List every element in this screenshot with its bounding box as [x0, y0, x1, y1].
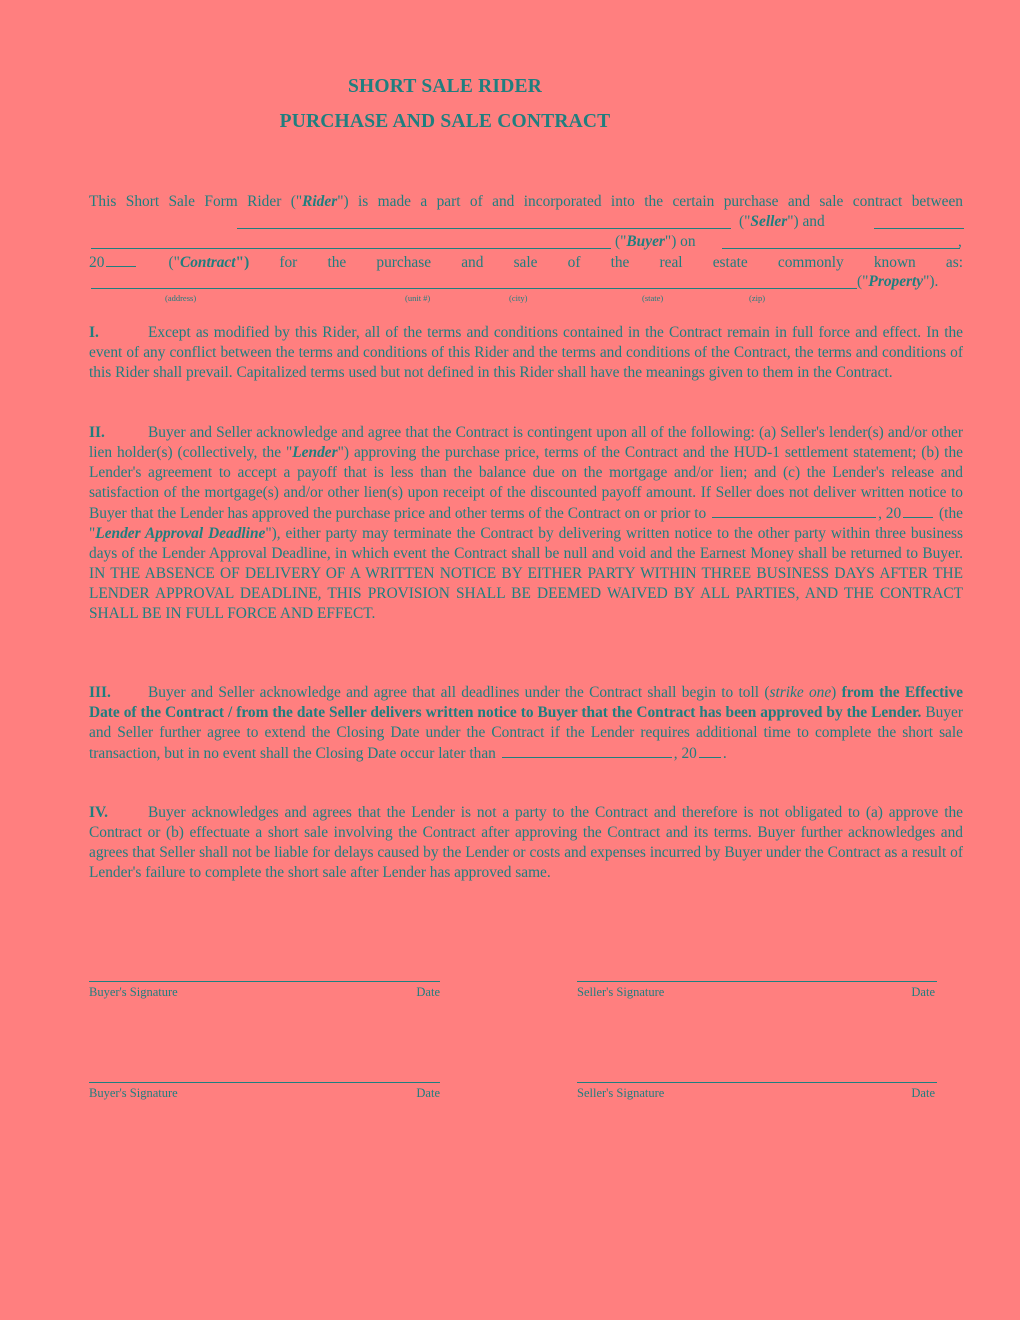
seller-term-close: ") and — [787, 213, 825, 230]
buyer-date-label-1: Date — [416, 985, 440, 999]
section-3-text: ) — [831, 684, 837, 701]
section-3 — [89, 683, 963, 764]
document-title: SHORT SALE RIDER — [348, 76, 542, 97]
section-2-text: "), either party may terminate the Contract by delivering written notice to the other party within three business days of the Lender Approval Deadline, in which event the Contract shall be null and void and the Earnest Money shall be returned to Buyer. IN THE ABSENCE OF DELIVERY OF A WRITTEN NOTICE BY EITHER PARTY WITHIN THREE BUSINESS DAYS AFTER THE LENDER APPROVAL DEADLINE, THIS PROVISION SHALL BE DEEMED WAIVED BY ALL PARTIES, AND THE CONTRACT SHALL BE IN FULL FORCE AND EFFECT. — [89, 525, 964, 622]
intro-text: ") is made a part of and incorporated into the certain purchase and sale contract between — [337, 193, 963, 210]
seller-name-field[interactable] — [237, 214, 731, 229]
seller-term-open: (" — [739, 213, 751, 230]
section-2-text: ") approving the purchase price, terms of the Contract and the HUD-1 settlement statement; (b) the Lender's agreement to accept a payoff that is less than the balance due on the mortgage and/or lien; and (c) the Lender's release and satisfaction of the mortgage(s) and/or other lien(s) upon receipt of the discounted payoff amount. If Seller does not deliver written notice to Buyer that the Lender has approved the purchase price and other terms of the Contract on or prior to — [89, 444, 963, 522]
seller-signature-line-2[interactable] — [577, 1082, 937, 1083]
caption-city: (city) — [509, 293, 528, 303]
rider-term: Rider — [302, 193, 338, 210]
section-3-number: III. — [89, 684, 111, 701]
section-4-text: Buyer acknowledges and agrees that the Lender is not a party to the Contract and therefore is not obligated to (a) approve the Contract or (b) effectuate a short sale involving the Contract after approving the Contract and its terms. Buyer further acknowledges and agrees that Seller shall not be liable for delays caused by the Lender or costs and expenses incurred by Buyer under the Contract as a result of Lender's failure to complete the short sale after Lender has approved same. — [89, 804, 963, 881]
contract-term: Contract — [179, 254, 236, 271]
buyer-name-field[interactable] — [91, 234, 611, 249]
intro-line-4 — [89, 252, 963, 273]
buyer-name-field-start[interactable] — [874, 214, 964, 229]
intro-text: This Short Sale Form Rider (" — [89, 193, 303, 210]
intro-text: for the purchase and sale of the real estate commonly known as: — [279, 254, 963, 271]
property-address-field[interactable] — [91, 274, 857, 289]
section-2-year-prefix: 20 — [885, 505, 902, 522]
seller-date-label-1: Date — [911, 985, 935, 999]
section-1-number: I. — [89, 324, 99, 341]
seller-date-label-2: Date — [911, 1086, 935, 1100]
buyer-signature-line-2[interactable] — [89, 1082, 440, 1083]
seller-signature-label-2: Seller's Signature — [577, 1086, 665, 1100]
closing-year-field[interactable] — [699, 743, 721, 758]
caption-zip: (zip) — [749, 293, 766, 303]
section-1 — [89, 323, 963, 383]
closing-date-field[interactable] — [502, 743, 672, 758]
section-4-number: IV. — [89, 804, 108, 821]
section-2-number: II. — [89, 424, 105, 441]
contract-term-open: (" — [168, 254, 180, 271]
intro-line-1 — [89, 192, 963, 212]
buyer-term-close: ") on — [664, 233, 696, 250]
buyer-signature-label-2: Buyer's Signature — [89, 1086, 178, 1100]
property-term-line — [857, 272, 967, 292]
section-2-text: (the " — [89, 505, 963, 542]
section-2: II. Buyer and Seller acknowledge and agree that the Contract is contingent upon all of the following: (a) Seller's lender(s) and/or other lien holder(s) (collectively, the "Lender") approving the purchase price, terms of the Contract and the HUD-1 settlement statement; (b) the Lender's agreement to accept a payoff that is less than the balance due on the mortgage and/or lien; and (c) the Lender's release and satisfaction of the mortgage(s) and/or other lien(s) upon receipt of the discounted payoff amount. If Seller does not deliver written notice to Buyer that the Lender has approved the purchase price and other terms of the Contract on or prior to , 20 (the "Lender Approval Deadline"), either party may terminate the Contract by delivering written notice to the other party within three business days of the Lender Approval Deadline, in which event the Contract shall be null and void and the Earnest Money shall be returned to Buyer. IN THE ABSENCE OF DELIVERY OF A WRITTEN NOTICE BY EITHER PARTY WITHIN THREE BUSINESS DAYS AFTER THE LENDER APPROVAL DEADLINE, THIS PROVISION SHALL BE DEEMED WAIVED BY ALL PARTIES, AND THE CONTRACT SHALL BE IN FULL FORCE AND EFFECT. — [89, 424, 964, 622]
lender-deadline-date-field[interactable] — [712, 503, 876, 518]
section-4 — [89, 803, 963, 883]
property-term-close: "). — [923, 273, 939, 290]
section-2-text: Buyer and Seller acknowledge and agree that the Contract is contingent upon all of the following: (a) Seller's lender(s) and/or other lien holder(s) (collectively, the " — [89, 424, 963, 461]
contract-date-field[interactable] — [722, 234, 960, 249]
document-subtitle: PURCHASE AND SALE CONTRACT — [279, 111, 611, 132]
buyer-signature-label-1: Buyer's Signature — [89, 985, 178, 999]
buyer-term: Buyer — [626, 233, 665, 250]
property-term: Property — [868, 273, 924, 290]
lender-term: Lender — [292, 444, 338, 461]
section-3-year-prefix: , 20 — [673, 745, 697, 762]
seller-signature-label-1: Seller's Signature — [577, 985, 665, 999]
seller-signature-line-1[interactable] — [577, 981, 937, 982]
lender-approval-deadline-term: Lender Approval Deadline — [95, 525, 266, 542]
buyer-term-line — [615, 232, 725, 252]
section-3-text: . — [722, 745, 727, 762]
caption-address: (address) — [165, 293, 197, 303]
section-3-text: Buyer and Seller further agree to extend the Closing Date under the Contract if the Lender requires additional time to complete the short sale transaction, but in no event shall the Closing Date occur later than — [89, 704, 964, 762]
strike-one-note: strike one — [769, 684, 832, 701]
section-3-text: Buyer and Seller acknowledge and agree that all deadlines under the Contract shall begin to toll ( — [148, 684, 770, 701]
property-term-open: (" — [857, 273, 869, 290]
caption-state: (state) — [642, 293, 664, 303]
seller-term: Seller — [750, 213, 788, 230]
caption-unit: (unit #) — [405, 293, 431, 303]
lender-deadline-year-field[interactable] — [903, 503, 933, 518]
buyer-date-label-2: Date — [416, 1086, 440, 1100]
year-prefix: 20 — [89, 254, 105, 271]
buyer-signature-line-1[interactable] — [89, 981, 440, 982]
contract-term-close: ") — [235, 254, 250, 271]
contract-year-field[interactable] — [106, 252, 136, 267]
section-1-text: Except as modified by this Rider, all of the terms and conditions contained in the Contract remain in full force and effect. In the event of any conflict between the terms and conditions of this Rider and the terms and conditions of the Contract, the terms and conditions of this Rider shall prevail. Capitalized terms used but not defined in this Rider shall have the meanings given to them in the Contract. — [89, 324, 963, 381]
buyer-term-open: (" — [615, 233, 627, 250]
toll-options: from the Effective Date of the Contract / from the date Seller delivers written notice to Buyer that the Contract has been approved by the Lender. — [89, 684, 964, 721]
